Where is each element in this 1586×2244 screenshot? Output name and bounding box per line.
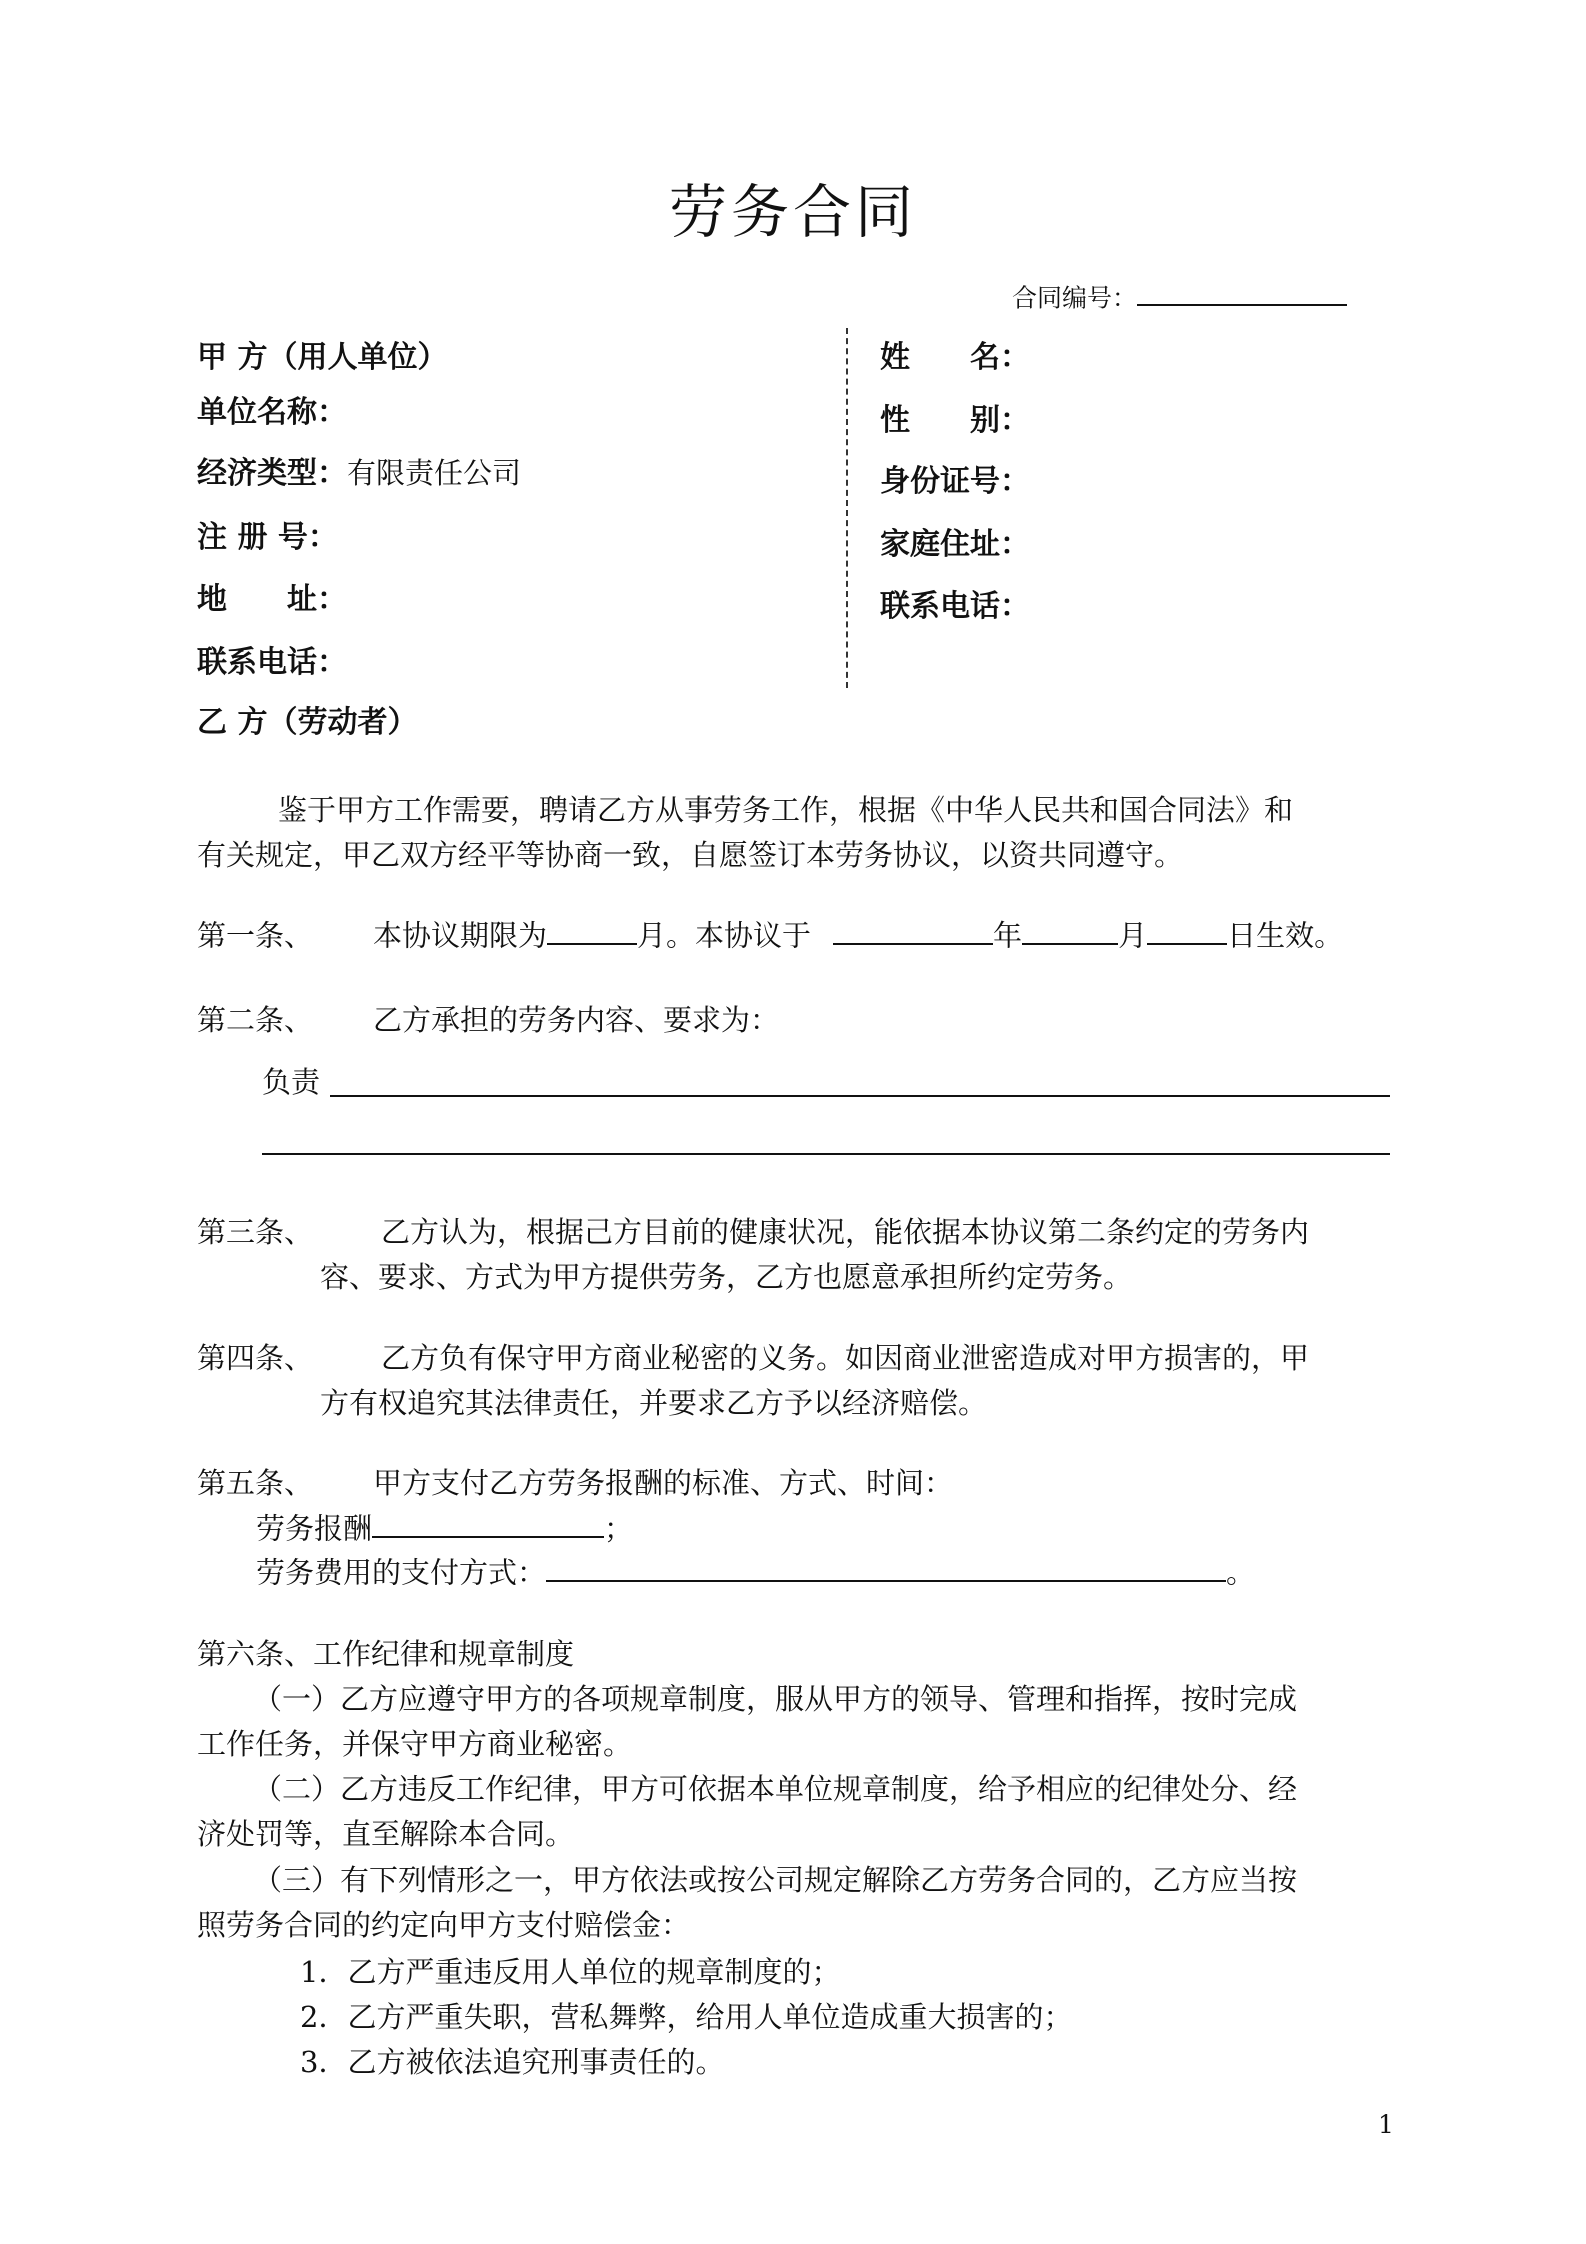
party-a-unit-name: 单位名称： xyxy=(197,395,347,430)
party-b-heading: 乙 方（劳动者） xyxy=(197,705,418,740)
article-6-item-2: 2．乙方严重失职，营私舞弊，给用人单位造成重大损害的； xyxy=(300,2000,1073,2034)
article-3-line-1: 乙方认为，根据己方目前的健康状况，能依据本协议第二条约定的劳务内 xyxy=(381,1215,1310,1249)
page-title: 劳务合同 xyxy=(668,178,917,246)
article-3-label: 第三条、 xyxy=(197,1215,314,1249)
party-a-heading: 甲 方（用人单位） xyxy=(197,340,448,375)
term-months-blank[interactable] xyxy=(547,913,637,945)
article-6-p1-line-2: 工作任务，并保守甲方商业秘密。 xyxy=(197,1727,633,1761)
day-blank[interactable] xyxy=(1147,913,1227,945)
duty-line-2[interactable] xyxy=(262,1153,1390,1155)
contract-number xyxy=(1012,278,1347,314)
party-a-reg-no: 注 册 号： xyxy=(197,520,338,555)
party-b-id-no: 身份证号： xyxy=(880,464,1030,499)
article-1 xyxy=(197,913,1343,954)
payment-method-blank[interactable] xyxy=(546,1550,1226,1582)
intro-line-2: 有关规定，甲乙双方经平等协商一致，自愿签订本劳务协议，以资共同遵守。 xyxy=(197,838,1184,872)
party-a-address: 地 址： xyxy=(197,582,347,617)
article-4-label: 第四条、 xyxy=(197,1341,314,1375)
pay-end: ； xyxy=(604,1511,634,1546)
article-5 xyxy=(197,1461,953,1502)
pay-blank[interactable] xyxy=(372,1506,604,1538)
article-4 xyxy=(197,1336,1309,1377)
year-blank[interactable] xyxy=(833,913,993,945)
article-6-p3-line-2: 照劳务合同的约定向甲方支付赔偿金： xyxy=(197,1908,691,1942)
article-6-p1-line-1: （一）乙方应遵守甲方的各项规章制度，服从甲方的领导、管理和指挥，按时完成 xyxy=(253,1682,1298,1716)
article-3-line-2: 容、要求、方式为甲方提供劳务，乙方也愿意承担所约定劳务。 xyxy=(320,1260,1133,1294)
payment-method-label: 劳务费用的支付方式： xyxy=(256,1555,547,1590)
page-number: 1 xyxy=(1378,2110,1394,2139)
contract-number-label: 合同编号： xyxy=(1012,283,1138,313)
article-5-text: 甲方支付乙方劳务报酬的标准、方式、时间： xyxy=(373,1466,954,1500)
duty-label: 负责 xyxy=(262,1065,321,1099)
article-1-year: 年 xyxy=(993,918,1023,953)
article-1-day: 日生效。 xyxy=(1227,918,1344,953)
article-6-item-3: 3．乙方被依法追究刑事责任的。 xyxy=(300,2045,725,2079)
article-5-label: 第五条、 xyxy=(197,1466,314,1500)
economy-type-value: 有限责任公司 xyxy=(347,456,522,490)
duty-line-1[interactable] xyxy=(330,1095,1390,1097)
article-1-text-b: 月。本协议于 xyxy=(637,918,812,953)
party-a-economy-type xyxy=(197,448,521,492)
article-2-text: 乙方承担的劳务内容、要求为： xyxy=(373,1003,780,1037)
article-4-line-2: 方有权追究其法律责任，并要求乙方予以经济赔偿。 xyxy=(320,1386,988,1420)
intro-line-1: 鉴于甲方工作需要，聘请乙方从事劳务工作，根据《中华人民共和国合同法》和 xyxy=(278,793,1294,827)
article-6-p3-line-1: （三）有下列情形之一，甲方依法或按公司规定解除乙方劳务合同的，乙方应当按 xyxy=(253,1863,1298,1897)
article-2 xyxy=(197,998,779,1039)
party-b-name: 姓 名： xyxy=(880,340,1030,375)
payment-method-row xyxy=(256,1550,1255,1591)
article-6-heading: 第六条、工作纪律和规章制度 xyxy=(197,1637,575,1671)
article-2-label: 第二条、 xyxy=(197,1003,314,1037)
party-b-gender: 性 别： xyxy=(880,403,1030,438)
article-4-line-1: 乙方负有保守甲方商业秘密的义务。如因商业泄密造成对甲方损害的，甲 xyxy=(381,1341,1310,1375)
party-b-home: 家庭住址： xyxy=(880,527,1030,562)
article-1-text-a: 本协议期限为 xyxy=(373,918,548,953)
economy-type-label: 经济类型： xyxy=(197,456,347,491)
article-6-p2-line-2: 济处罚等，直至解除本合同。 xyxy=(197,1817,575,1851)
article-6-item-1: 1．乙方严重违反用人单位的规章制度的； xyxy=(300,1955,841,1989)
article-1-month: 月 xyxy=(1118,918,1148,953)
party-a-phone: 联系电话： xyxy=(197,645,347,680)
payment-method-end: 。 xyxy=(1226,1555,1256,1590)
article-1-label: 第一条、 xyxy=(197,918,314,953)
pay-row xyxy=(256,1506,633,1547)
article-6-p2-line-1: （二）乙方违反工作纪律，甲方可依据本单位规章制度，给予相应的纪律处分、经 xyxy=(253,1772,1298,1806)
contract-number-blank[interactable] xyxy=(1137,278,1347,306)
column-divider xyxy=(846,328,848,688)
month-blank[interactable] xyxy=(1022,913,1118,945)
pay-label: 劳务报酬 xyxy=(256,1511,373,1546)
party-b-phone: 联系电话： xyxy=(880,589,1030,624)
article-3 xyxy=(197,1210,1309,1251)
